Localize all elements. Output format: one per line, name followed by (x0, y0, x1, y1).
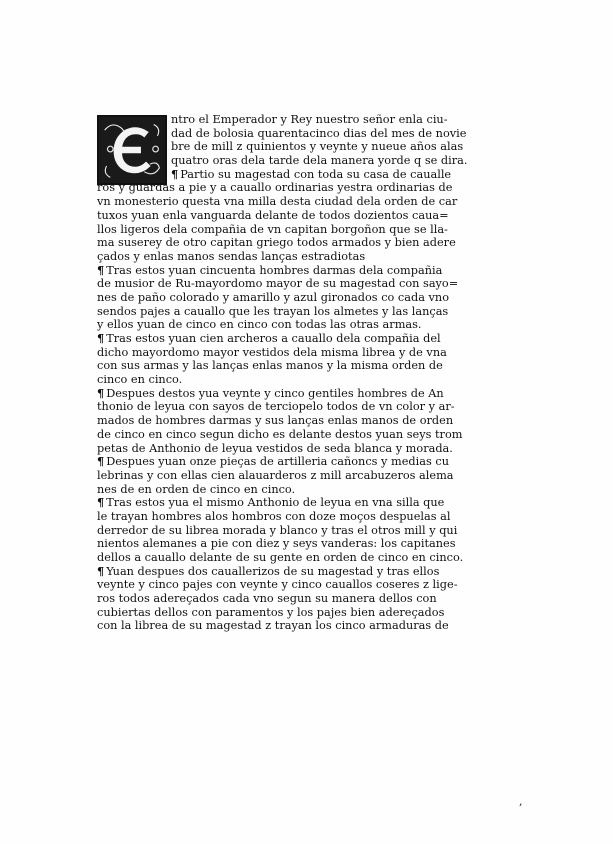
pilcrow-icon: ¶ (97, 496, 105, 510)
pilcrow-icon: ¶ (97, 455, 105, 469)
text-line: dellos a cauallo delante de su gente en orden de cinco en cinco. (97, 551, 464, 564)
pilcrow-icon: ¶ (97, 564, 105, 578)
paragraph (97, 264, 497, 332)
text-run: Despues destos yua veynte y cinco gentiles hombres de An (106, 386, 444, 400)
text-line: veynte y cinco pajes con veynte y cinco cauallos coseres z lige- (97, 578, 458, 592)
text-line (97, 264, 497, 278)
text-run: Yuan despues dos cauallerizos de su magestad y tras ellos (106, 564, 440, 578)
text-line: dad de bolosia quarentacinco dias del mes de novie (171, 126, 467, 140)
paragraph (97, 565, 497, 633)
paragraph (97, 455, 497, 496)
text-line: nes de paño colorado y amarillo y azul gironados co cada vno (97, 290, 449, 304)
text-line: ros todos adereçados cada vno segun su manera dellos con (97, 592, 437, 606)
text-line: y ellos yuan de cinco en cinco con todas las otras armas. (97, 318, 422, 332)
text-line (97, 168, 497, 182)
text-line: le trayan hombres alos hombros con doze moços despuelas al (97, 509, 451, 523)
text-line: derredor de su librea morada y blanco y tras el otros mill y qui (97, 523, 458, 537)
pilcrow-icon: ¶ (171, 167, 179, 181)
body-text (97, 113, 497, 633)
text-line: lebrinas y con ellas cien alauarderos z mill arcabuzeros alema (97, 468, 454, 482)
pilcrow-icon: ¶ (97, 332, 105, 345)
stray-ink-mark: , (519, 795, 523, 808)
paragraph (97, 113, 497, 168)
text-run: Tras estos yuan cincuenta hombres darmas dela compañia (106, 263, 443, 277)
pilcrow-icon: ¶ (97, 386, 105, 400)
text-line (97, 455, 497, 469)
text-line (97, 496, 497, 510)
text-line: çados y enlas manos sendas lanças estradiotas (97, 249, 366, 263)
text-line: cinco en cinco. (97, 373, 183, 387)
text-line: quatro oras dela tarde dela manera yorde q se dira. (171, 154, 468, 168)
text-line: dicho mayordomo mayor vestidos dela misma librea y de vna (97, 345, 447, 359)
text-run: Partio su magestad con toda su casa de caualle (180, 167, 452, 181)
pilcrow-icon: ¶ (97, 263, 105, 277)
paragraph (97, 332, 497, 387)
text-line: ntro el Emperador y Rey nuestro señor enla ciu- (171, 113, 448, 126)
text-line: vn monesterio questa vna milla desta ciudad dela orden de car (97, 195, 458, 209)
text-line (97, 332, 497, 346)
text-line: nes de en orden de cinco en cinco. (97, 482, 296, 496)
text-run: Despues yuan onze pieças de artilleria cañoncs y medias cu (106, 455, 449, 469)
text-line (97, 387, 497, 401)
text-line: tuxos yuan enla vanguarda delante de todos dozientos caua= (97, 208, 449, 222)
text-line: petas de Anthonio de leyua vestidos de seda blanca y morada. (97, 441, 453, 455)
text-line: de cinco en cinco segun dicho es delante destos yuan seys trom (97, 427, 463, 441)
paragraph (97, 387, 497, 455)
text-line: ros y guardas a pie y a cauallo ordinarias yestra ordinarias de (97, 181, 453, 195)
text-line: mados de hombres darmas y sus lanças enlas manos de orden (97, 414, 454, 428)
text-line: nientos alemanes a pie con diez y seys vanderas: los capitanes (97, 537, 456, 551)
text-line: con la librea de su magestad z trayan los cinco armaduras de (97, 619, 449, 633)
text-run: Tras estos yua el mismo Anthonio de leyua en vna silla que (106, 496, 445, 510)
text-line: thonio de leyua con sayos de terciopelo todos de vn color y ar- (97, 400, 455, 414)
paragraph (97, 168, 497, 264)
text-line: bre de mill z quinientos y veynte y nueue años alas (171, 140, 464, 154)
text-line: con sus armas y las lanças enlas manos y la misma orden de (97, 359, 443, 373)
paragraph (97, 496, 497, 564)
text-line: llos ligeros dela compañia de vn capitan borgoñon que se lla- (97, 222, 448, 236)
text-line: ma suserey de otro capitan griego todos armados y bien adere (97, 236, 456, 250)
text-line: cubiertas dellos con paramentos y los pajes bien adereçados (97, 605, 445, 619)
text-line: sendos pajes a cauallo que les trayan los almetes y las lanças (97, 304, 449, 318)
text-line (97, 565, 497, 579)
text-line: de musior de Ru-mayordomo mayor de su magestad con sayo= (97, 277, 459, 291)
text-run: Tras estos yuan cien archeros a cauallo dela compañia del (106, 332, 441, 345)
